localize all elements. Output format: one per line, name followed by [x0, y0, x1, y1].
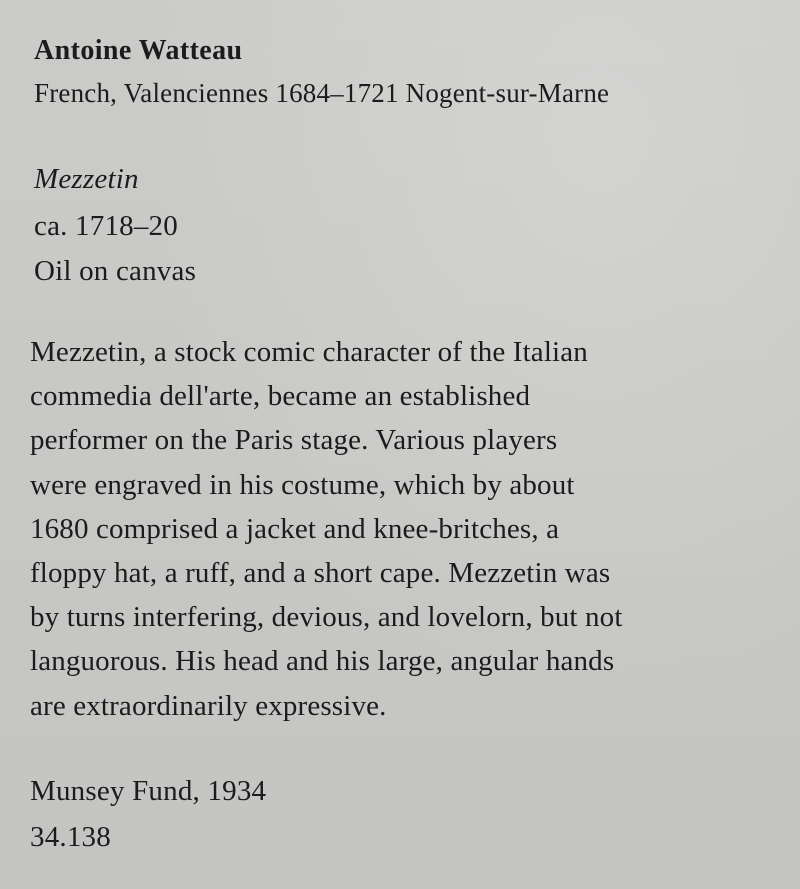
artist-nationality-dates: French, Valenciennes 1684–1721 Nogent-sur-Marne: [34, 78, 610, 108]
artwork-date: ca. 1718–20: [34, 210, 178, 242]
description-line: are extraordinarily expressive.: [30, 689, 387, 722]
artwork-title: Mezzetin: [34, 163, 139, 195]
description-line: Mezzetin, a stock comic character of the Italian: [30, 336, 588, 368]
artwork-medium: Oil on canvas: [34, 255, 197, 287]
accession-number: 34.138: [30, 821, 111, 853]
description-line: were engraved in his costume, which by about: [30, 468, 575, 501]
credit-line: Munsey Fund, 1934: [30, 775, 267, 807]
description-line: languorous. His head and his large, angular hands: [30, 645, 615, 678]
artist-name: Antoine Watteau: [34, 35, 243, 66]
description-line: by turns interfering, devious, and lovelorn, but not: [30, 601, 623, 634]
description-line: floppy hat, a ruff, and a short cape. Mezzetin was: [30, 556, 611, 589]
description-line: commedia dell'arte, became an established: [30, 380, 531, 413]
description-line: performer on the Paris stage. Various players: [30, 424, 558, 457]
artwork-description: [30, 330, 770, 728]
description-line: 1680 comprised a jacket and knee-britches, a: [30, 512, 560, 545]
